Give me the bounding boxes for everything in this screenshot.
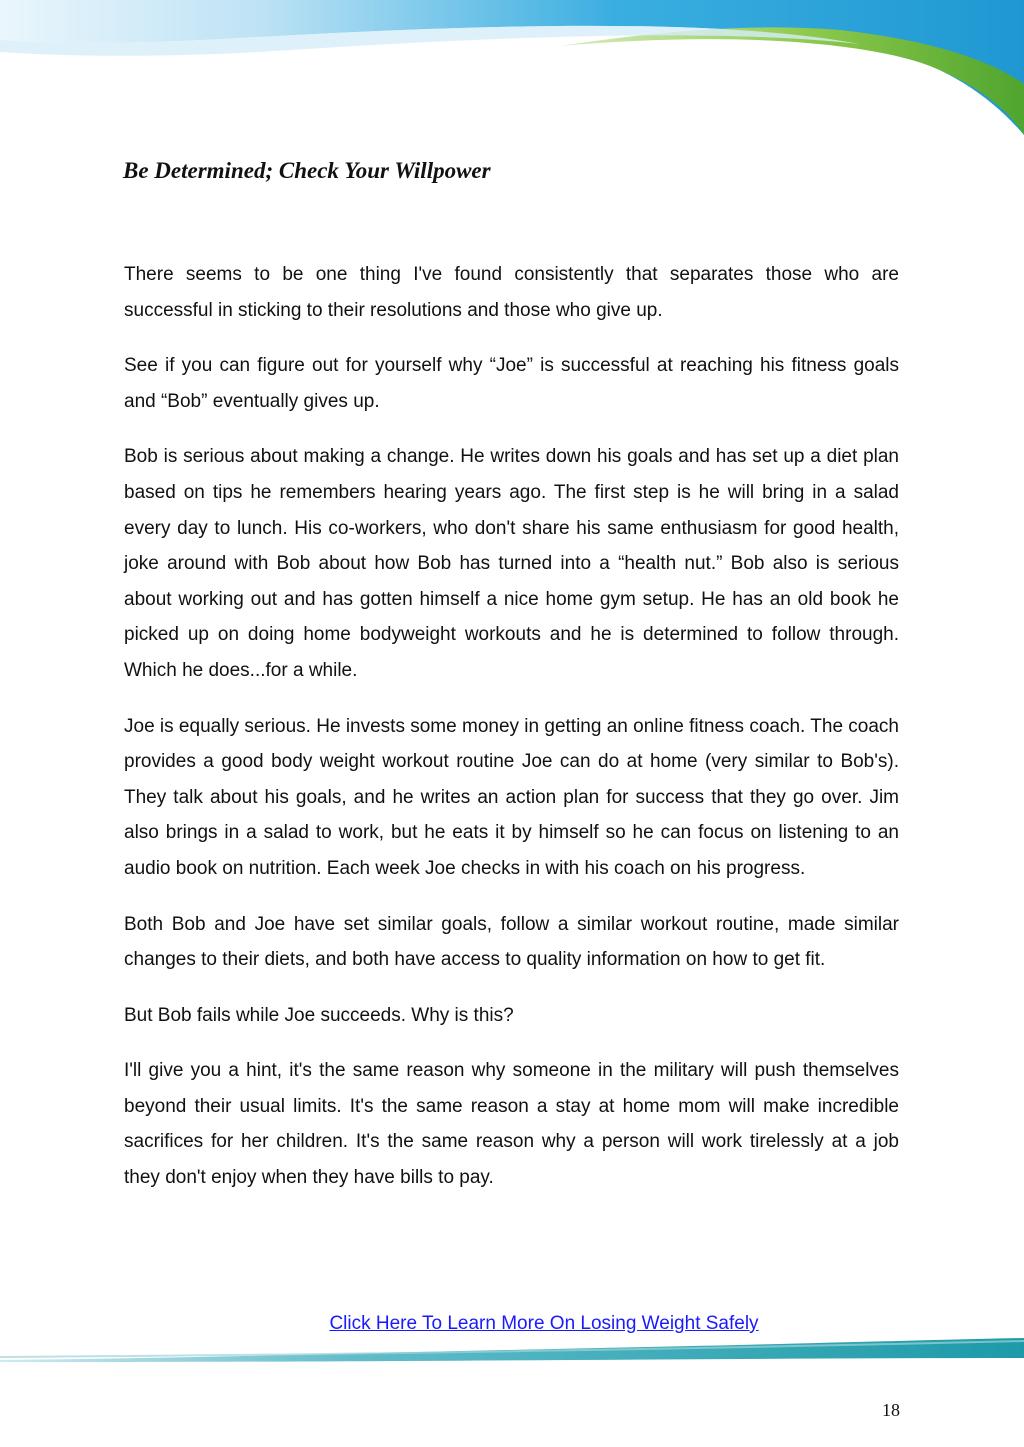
footer-wave-decoration [0, 1336, 1024, 1366]
paragraph: I'll give you a hint, it's the same reason why someone in the military will push themselves beyond their usual limits. It's the same reason a stay at home mom will make incredible sacrifices for her children. It's the same reason why a person will work tirelessly at a job they don't enjoy when they have bills to pay. [124, 1060, 899, 1189]
learn-more-link-container [0, 1313, 1024, 1335]
paragraph: Bob is serious about making a change. He writes down his goals and has set up a diet plan based on tips he remembers hearing years ago. The first step is he will bring in a salad every day to lunch. His co-workers, who don't share his same enthusiasm for good health, joke around with Bob about how Bob has turned into a “health nut.” Bob also is serious about working out and has gotten himself a nice home gym setup. He has an old book he picked up on doing home bodyweight workouts and he is determined to follow through. Which he does...for a while. [124, 446, 899, 681]
paragraph: Joe is equally serious. He invests some money in getting an online fitness coach. The coach provides a good body weight workout routine Joe can do at home (very similar to Bob's). They talk about his goals, and he writes an action plan for success that they go over. Jim also brings in a salad to work, but he eats it by himself so he can focus on listening to an audio book on nutrition. Each week Joe checks in with his coach on his progress. [124, 715, 899, 879]
learn-more-link[interactable]: Click Here To Learn More On Losing Weight Safely [329, 1313, 759, 1334]
paragraph: There seems to be one thing I've found consistently that separates those who are successful in sticking to their resolutions and those who give up. [124, 264, 899, 321]
body-text [124, 257, 899, 1216]
paragraph: See if you can figure out for yourself why “Joe” is successful at reaching his fitness goals and “Bob” eventually gives up. [124, 355, 899, 412]
page-number: 18 [882, 1400, 900, 1420]
header-wave-decoration [0, 0, 1024, 140]
section-title: Be Determined; Check Your Willpower [123, 158, 491, 183]
paragraph: But Bob fails while Joe succeeds. Why is this? [124, 1004, 514, 1026]
paragraph: Both Bob and Joe have set similar goals, follow a similar workout routine, made similar changes to their diets, and both have access to quality information on how to get fit. [124, 913, 899, 971]
